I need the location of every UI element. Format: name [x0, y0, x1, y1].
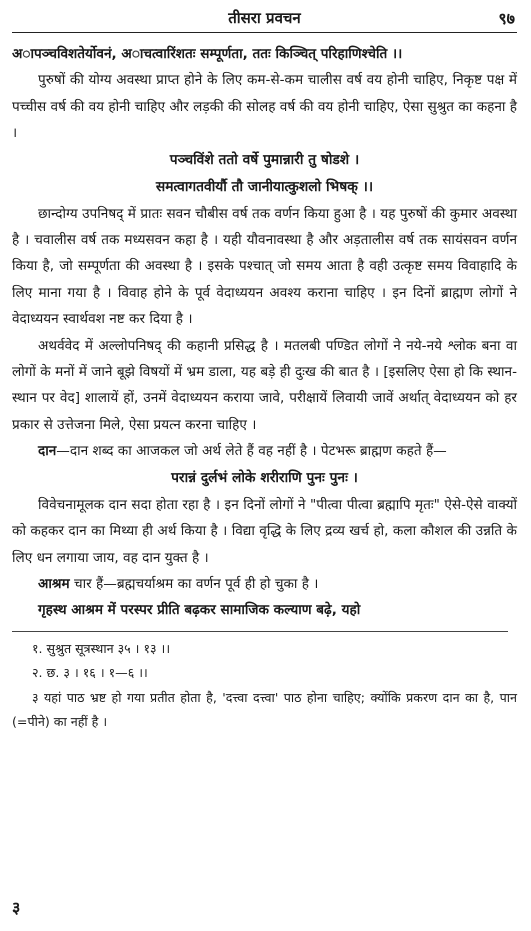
chapter-title: तीसरा प्रवचन	[228, 9, 301, 27]
verse-1-line-1: पञ्चविंशे ततो वर्षे पुमान्नारी तु षोडशे ।	[169, 151, 360, 168]
term-ashram: आश्रम	[38, 575, 70, 592]
page-header	[12, 6, 517, 33]
verse-1-line-2: समत्वागतवीर्यौ तौ जानीयात्कुशलो भिषक् ।।	[155, 178, 374, 195]
footnote-2: २. छ. ३ । १६ । १—६ ।।	[32, 665, 148, 681]
paragraph-5: विवेचनामूलक दान सदा होता रहा है । इन दिनों लोगों ने "पीत्वा पीत्वा ब्रह्मापि मृतः" ऐसे-ऐसे वाक्यों को कहकर दान का मिथ्या ही अर्थ किया है । विद्या वृद्धि के लिए द्रव्य खर्च हो, कला कौशल की उन्नति के लिए धन लगाया जाय, वह दान युक्त है ।	[12, 496, 517, 566]
paragraph-1: पुरुषों की योग्य अवस्था प्राप्त होने के लिए कम-से-कम चालीस वर्ष वय होनी चाहिए, निकृष्ट पक्ष में पच्चीस वर्ष की वय होनी चाहिए और लड़की की सोलह वर्ष की वय होनी चाहिए, ऐसा सुश्रुत का कहना है ।	[12, 72, 517, 142]
paragraph-4-text: —दान शब्द का आजकल जो अर्थ लेते हैं वह नहीं है । पेटभरू ब्राह्मण कहते हैं—	[56, 443, 447, 460]
sanskrit-quote: अापञ्चविशतेर्योवनं, अाचत्वारिंशतः सम्पूर्णता, ततः किञ्चित् परिहाणिश्चेति ।।	[12, 46, 403, 62]
paragraph-3: अथर्ववेद में अल्लोपनिषद् की कहानी प्रसिद्ध है । मतलबी पण्डित लोगों ने नये-नये श्लोक बना वा लोगों के मनों में जाने बूझे विषयों में भ्रम डाला, यह बड़े ही दुःख की बात है । [इसलिए ऐसा हो कि स्थान-स्थान पर वेद] शालायें हों, उनमें वेदाध्ययन कराया जावे, परीक्षायें लिवायी जावें अर्थात् वेदाध्ययन को हर प्रकार से उत्तेजना मिले, ऐसा प्रयत्न करना चाहिए ।	[12, 337, 517, 433]
paragraph-4	[12, 438, 517, 464]
paragraph-6	[12, 571, 517, 597]
signature-mark: ३	[12, 898, 21, 917]
verse-2: परान्नं दुर्लभं लोके शरीराणि पुनः पुनः ।	[171, 469, 358, 486]
footnote-divider	[12, 631, 508, 632]
paragraph-2: छान्दोग्य उपनिषद् में प्रातः सवन चौबीस वर्ष तक वर्णन किया हुआ है । यह पुरुषों की कुमार अवस्था है । चवालीस वर्ष तक मध्यसवन कहा है । यही यौवनावस्था है और अड़तालीस वर्ष तक सायंसवन वर्णन किया है, जो सम्पूर्णता की अवस्था है । इसके पश्चात् जो समय आता है वही उत्कृष्ट समय विवाहादि के लिए माना गया है । विवाह होने के पूर्व वेदाध्ययन अवश्य कराना चाहिए । इन दिनों ब्राह्मण लोगों ने वेदाध्ययन स्वार्थवश नष्ट कर दिया है ।	[12, 205, 517, 328]
footnote-3: ३ यहां पाठ भ्रष्ट हो गया प्रतीत होता है, 'दत्त्वा दत्त्वा' पाठ होना चाहिए; क्योंकि प्रकरण दान का है, पान (=पीने) का नहीं है ।	[12, 689, 517, 730]
page-number: ९७	[498, 9, 515, 28]
paragraph-6-text: चार हैं—ब्रह्मचर्याश्रम का वर्णन पूर्व ही हो चुका है ।	[69, 575, 319, 592]
footnote-1: १. सुश्रुत सूत्रस्थान ३५ । १३ ।।	[32, 640, 171, 656]
term-daan: दान	[38, 443, 57, 460]
paragraph-7: गृहस्थ आश्रम में परस्पर प्रीति बढ़कर सामाजिक कल्याण बढ़े, यहो	[38, 602, 361, 619]
